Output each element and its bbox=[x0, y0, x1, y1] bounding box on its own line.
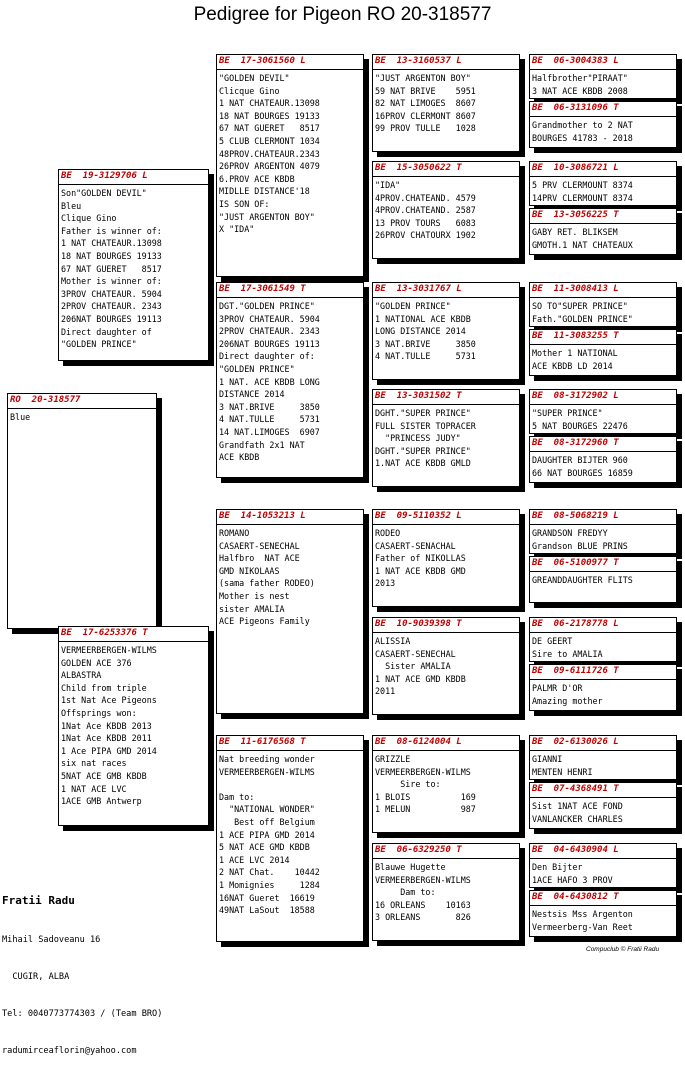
sdss-card bbox=[529, 282, 677, 327]
ring-number: BE 04-6430812 T bbox=[532, 892, 619, 902]
ring-number: BE 09-5110352 L bbox=[375, 511, 462, 521]
info-line: 1 NATIONAL ACE KBDB bbox=[375, 313, 471, 324]
ring-number: BE 02-6130026 L bbox=[532, 737, 619, 747]
ssdd-card bbox=[529, 208, 677, 255]
info-line: GREANDDAUGHTER FLITS bbox=[532, 575, 633, 585]
info-line: Father is winner of: bbox=[61, 225, 162, 236]
info-line: 3 NAT.BRIVE 3850 bbox=[219, 401, 320, 412]
card-body bbox=[59, 642, 208, 808]
ddsd-card bbox=[529, 782, 677, 829]
info-line: 13 PROV TOURS 6083 bbox=[375, 217, 476, 228]
sdds-card bbox=[529, 389, 677, 434]
card-body bbox=[530, 298, 676, 325]
info-line: 16NAT Gueret 16619 bbox=[219, 892, 315, 903]
info-line: "GOLDEN PRINCE" bbox=[61, 339, 137, 350]
info-line: 48PROV.CHATEAUR.2343 bbox=[219, 148, 320, 159]
info-line: 2011 bbox=[375, 686, 396, 697]
sddd-card bbox=[529, 436, 677, 483]
info-line: Direct daughter of bbox=[61, 326, 152, 337]
info-line: 4 NAT.TULLE 5731 bbox=[375, 351, 476, 362]
card-body bbox=[530, 70, 676, 97]
info-line: Clique Gino bbox=[61, 213, 117, 224]
info-line: Sire to: bbox=[375, 779, 441, 790]
ssss-card bbox=[529, 54, 677, 99]
ddss-card bbox=[529, 735, 677, 780]
card-body bbox=[530, 525, 676, 552]
info-line: "GOLDEN PRINCE" bbox=[375, 301, 451, 311]
info-line: 26PROV ARGENTON 4079 bbox=[219, 161, 320, 172]
info-line: GRANDSON FREDYY bbox=[532, 528, 608, 538]
info-line: IS SON OF: bbox=[219, 198, 270, 209]
info-line: ACE Pigeons Family bbox=[219, 616, 310, 627]
sds-card bbox=[372, 282, 520, 380]
info-line: 2PROV CHATEAUR. 2343 bbox=[61, 301, 162, 312]
info-line: 206NAT BOURGES 19113 bbox=[61, 313, 162, 324]
info-line: Dam to: bbox=[375, 887, 436, 898]
info-line: 1 Momignies 1284 bbox=[219, 879, 320, 890]
ring-number: BE 13-3031767 L bbox=[375, 284, 462, 294]
ring-number: BE 10-9039398 T bbox=[375, 619, 462, 629]
card-body bbox=[530, 751, 676, 778]
subject-card bbox=[7, 393, 157, 629]
info-line: Blue bbox=[10, 412, 31, 422]
ring-number: BE 17-3061560 L bbox=[219, 56, 306, 66]
dddd-card bbox=[529, 890, 677, 937]
info-line: 6.PROV ACE KBDB bbox=[219, 173, 295, 184]
info-line: 4 NAT.TULLE 5731 bbox=[219, 414, 320, 425]
dds-card bbox=[372, 735, 520, 833]
card-body bbox=[373, 859, 519, 924]
info-line: 5 CLUB CLERMONT 1034 bbox=[219, 135, 320, 146]
info-line: Child from triple bbox=[61, 682, 147, 693]
info-line: Son"GOLDEN DEVIL" bbox=[61, 188, 147, 198]
info-line: 1 BLOIS 169 bbox=[375, 791, 476, 802]
info-line: Grandfath 2x1 NAT bbox=[219, 439, 305, 450]
info-line: LONG DISTANCE 2014 bbox=[375, 326, 466, 337]
info-line bbox=[219, 778, 363, 791]
info-line: 16PROV CLERMONT 8607 bbox=[375, 110, 476, 121]
card-body bbox=[530, 224, 676, 251]
card-body bbox=[530, 452, 676, 479]
ring-number: BE 11-3083255 T bbox=[532, 331, 619, 341]
ring-number: BE 13-3160537 L bbox=[375, 56, 462, 66]
info-line: VERMEERBERGEN-WILMS bbox=[375, 874, 471, 885]
info-line: 1ACE GMB Antwerp bbox=[61, 796, 142, 807]
info-line: 206NAT BOURGES 19113 bbox=[219, 338, 320, 349]
sss-card bbox=[372, 54, 520, 152]
info-line: Direct daughter of: bbox=[219, 351, 315, 362]
card-body bbox=[217, 298, 363, 464]
info-line: 1 NAT CHATEAUR.13098 bbox=[219, 98, 320, 109]
info-line: Sister AMALIA bbox=[375, 661, 451, 672]
info-line: 82 NAT LIMOGES 8607 bbox=[375, 98, 476, 109]
ring-number: BE 19-3129706 L bbox=[61, 171, 148, 181]
card-body bbox=[373, 70, 519, 135]
ring-number: BE 06-3004383 L bbox=[532, 56, 619, 66]
ring-number: BE 15-3050622 T bbox=[375, 163, 462, 173]
sssd-card bbox=[529, 101, 677, 148]
dsdd-card bbox=[529, 664, 677, 711]
info-line: Clicque Gino bbox=[219, 85, 280, 96]
card-body bbox=[530, 633, 676, 660]
ring-number: BE 11-3008413 L bbox=[532, 284, 619, 294]
info-line: X "IDA" bbox=[219, 224, 255, 235]
info-line: six nat races bbox=[61, 758, 127, 769]
info-line: 5 NAT ACE GMD KBDB bbox=[219, 842, 310, 853]
info-line: VERMEERBERGEN-WILMS bbox=[219, 766, 315, 777]
card-body bbox=[530, 405, 676, 432]
ring-number: BE 08-3172902 L bbox=[532, 391, 619, 401]
info-line: 5 NAT BOURGES 22476 bbox=[532, 420, 628, 431]
info-line: GABY RET. BLIKSEM bbox=[532, 227, 618, 237]
info-line: 4PROV.CHATEAND. 4579 bbox=[375, 192, 476, 203]
owner-email: radumirceaflorin@yahoo.com bbox=[2, 1046, 137, 1057]
info-line: DGT."GOLDEN PRINCE" bbox=[219, 301, 315, 311]
info-line: 18 NAT BOURGES 19133 bbox=[219, 110, 320, 121]
info-line: 99 PROV TULLE 1028 bbox=[375, 123, 476, 134]
ring-number: BE 14-1053213 L bbox=[219, 511, 306, 521]
info-line: BOURGES 41783 - 2018 bbox=[532, 132, 633, 143]
ring-number: BE 11-6176568 T bbox=[219, 737, 306, 747]
info-line: 14PRV CLERMOUNT 8374 bbox=[532, 192, 633, 203]
owner-phone: Tel: 0040773774303 / (Team BRO) bbox=[2, 1009, 163, 1020]
info-line: CASAERT-SENACHAL bbox=[375, 540, 456, 551]
info-line: Fath."GOLDEN PRINCE" bbox=[532, 313, 633, 324]
owner-name: Fratii Radu bbox=[2, 893, 75, 907]
ring-number: BE 09-6111726 T bbox=[532, 666, 619, 676]
software-credit: Compuclub © Fratii Radu bbox=[586, 946, 660, 953]
card-body bbox=[373, 525, 519, 590]
info-line: sister AMALIA bbox=[219, 603, 285, 614]
info-line: Amazing mother bbox=[532, 695, 603, 706]
info-line: FULL SISTER TOPRACER bbox=[375, 420, 476, 431]
ddd-card bbox=[372, 843, 520, 941]
info-line: Dam to: bbox=[219, 791, 255, 802]
card-body bbox=[530, 798, 676, 825]
info-line: 3 ORLEANS 826 bbox=[375, 912, 471, 923]
card-body bbox=[217, 751, 363, 917]
info-line: Father of NIKOLLAS bbox=[375, 553, 466, 564]
info-line: 5 PRV CLERMOUNT 8374 bbox=[532, 180, 633, 190]
card-body bbox=[8, 409, 156, 424]
info-line: RODEO bbox=[375, 528, 401, 538]
info-line: 1Nat Ace KBDB 2011 bbox=[61, 733, 152, 744]
ring-number: BE 08-6124004 L bbox=[375, 737, 462, 747]
info-line: Halfbro NAT ACE bbox=[219, 553, 300, 564]
info-line: GOLDEN ACE 376 bbox=[61, 657, 132, 668]
info-line: 18 NAT BOURGES 19133 bbox=[61, 250, 162, 261]
info-line: 1 NAT ACE GMD KBDB bbox=[375, 673, 466, 684]
card-body bbox=[373, 405, 519, 470]
card-body bbox=[373, 298, 519, 363]
card-body bbox=[530, 572, 676, 587]
info-line: DGHT."SUPER PRINCE" bbox=[375, 445, 471, 456]
info-line: 3PROV CHATEAUR. 5904 bbox=[219, 313, 320, 324]
info-line: 26PROV CHATOURX 1902 bbox=[375, 230, 476, 241]
info-line: Grandson BLUE PRINS bbox=[532, 540, 628, 551]
info-line: 67 NAT GUERET 8517 bbox=[219, 123, 320, 134]
info-line: Offsprings won: bbox=[61, 707, 137, 718]
info-line: Mother is winner of: bbox=[61, 276, 162, 287]
ring-number: BE 07-4368491 T bbox=[532, 784, 619, 794]
sdd-card bbox=[372, 389, 520, 487]
info-line: Halfbrother"PIRAAT" bbox=[532, 73, 628, 83]
info-line: Grandmother to 2 NAT bbox=[532, 120, 633, 130]
info-line: 1 Ace PIPA GMD 2014 bbox=[61, 745, 157, 756]
info-line: Bleu bbox=[61, 200, 82, 211]
sdsd-card bbox=[529, 329, 677, 376]
info-line: 1 MELUN 987 bbox=[375, 804, 476, 815]
info-line: 3PROV CHATEAUR. 5904 bbox=[61, 288, 162, 299]
card-body bbox=[530, 177, 676, 204]
info-line: 1st Nat Ace Pigeons bbox=[61, 695, 157, 706]
info-line: 16 ORLEANS 10163 bbox=[375, 899, 471, 910]
info-line: PALMR D'OR bbox=[532, 683, 583, 693]
ring-number: BE 08-5068219 L bbox=[532, 511, 619, 521]
info-line: "NATIONAL WONDER" bbox=[219, 804, 315, 815]
dsss-card bbox=[529, 509, 677, 554]
info-line: GRIZZLE bbox=[375, 754, 411, 764]
info-line: DISTANCE 2014 bbox=[219, 389, 285, 400]
info-line: "GOLDEN PRINCE" bbox=[219, 363, 295, 374]
info-line: 66 NAT BOURGES 16859 bbox=[532, 467, 633, 478]
info-line: 3 NAT ACE KBDB 2008 bbox=[532, 85, 628, 96]
ring-number: RO 20-318577 bbox=[10, 395, 81, 405]
info-line: 1Nat Ace KBDB 2013 bbox=[61, 720, 152, 731]
card-body bbox=[530, 680, 676, 707]
info-line: GMD NIKOLAAS bbox=[219, 565, 280, 576]
info-line: ALISSIA bbox=[375, 636, 411, 646]
owner-address-line: CUGIR, ALBA bbox=[2, 971, 70, 982]
info-line: Vermeerberg-Van Reet bbox=[532, 921, 633, 932]
dss-card bbox=[372, 509, 520, 607]
ssd-card bbox=[372, 161, 520, 259]
card-body bbox=[530, 117, 676, 144]
info-line: Nestsis Mss Argenton bbox=[532, 909, 633, 919]
ring-number: BE 17-3061549 T bbox=[219, 284, 306, 294]
info-line: 59 NAT BRIVE 5951 bbox=[375, 85, 476, 96]
info-line: Sire to AMALIA bbox=[532, 648, 603, 659]
page-title: Pedigree for Pigeon RO 20-318577 bbox=[193, 4, 492, 25]
info-line: DE GEERT bbox=[532, 636, 573, 646]
info-line: "IDA" bbox=[375, 180, 401, 190]
info-line: CASAERT-SENECHAL bbox=[219, 540, 300, 551]
info-line: VANLANCKER CHARLES bbox=[532, 813, 623, 824]
sire-sire-card bbox=[216, 54, 364, 277]
dam-card bbox=[58, 626, 209, 826]
info-line: 1 NAT ACE KBDB GMD bbox=[375, 565, 466, 576]
info-line: "SUPER PRINCE" bbox=[532, 408, 603, 418]
ring-number: BE 06-3131096 T bbox=[532, 103, 619, 113]
sire-dam-card bbox=[216, 282, 364, 478]
info-line: 1ACE HAFO 3 PROV bbox=[532, 874, 613, 885]
info-line: Mother is nest bbox=[219, 590, 290, 601]
info-line: VERMEERBERGEN-WILMS bbox=[61, 645, 157, 655]
owner-address-line: Mihail Sadoveanu 16 bbox=[2, 934, 101, 945]
card-body bbox=[530, 345, 676, 372]
info-line: 2013 bbox=[375, 578, 396, 589]
info-line: Nat breeding wonder bbox=[219, 754, 315, 764]
ring-number: BE 06-6329250 T bbox=[375, 845, 462, 855]
sire-card bbox=[58, 169, 209, 361]
info-line: 3 NAT.BRIVE 3850 bbox=[375, 338, 476, 349]
owner-info bbox=[2, 868, 162, 1070]
info-line: 1 NAT. ACE KBDB LONG bbox=[219, 376, 320, 387]
info-line: Mother 1 NATIONAL bbox=[532, 348, 618, 358]
info-line: "GOLDEN DEVIL" bbox=[219, 73, 290, 83]
info-line: 1 NAT CHATEAUR.13098 bbox=[61, 238, 162, 249]
info-line: MIDLLE DISTANCE'18 bbox=[219, 186, 310, 197]
info-line: ACE KBDB bbox=[219, 452, 260, 463]
info-line: Blauwe Hugette bbox=[375, 862, 446, 872]
info-line: Den Bijter bbox=[532, 862, 583, 872]
info-line: ALBASTRA bbox=[61, 670, 102, 681]
info-line: VERMEERBERGEN-WILMS bbox=[375, 766, 471, 777]
info-line: "JUST ARGENTON BOY" bbox=[219, 211, 315, 222]
info-line: 1 NAT ACE LVC bbox=[61, 783, 127, 794]
card-body bbox=[217, 70, 363, 236]
info-line: Sist 1NAT ACE FOND bbox=[532, 801, 623, 811]
info-line: DGHT."SUPER PRINCE" bbox=[375, 408, 471, 418]
info-line: 4PROV.CHATEAND. 2587 bbox=[375, 205, 476, 216]
card-body bbox=[373, 751, 519, 816]
info-line: 1.NAT ACE KBDB GMLD bbox=[375, 458, 471, 469]
info-line: MENTEN HENRI bbox=[532, 766, 593, 777]
ring-number: BE 04-6430904 L bbox=[532, 845, 619, 855]
card-body bbox=[530, 859, 676, 886]
info-line: ACE KBDB LD 2014 bbox=[532, 360, 613, 371]
dsds-card bbox=[529, 617, 677, 662]
info-line: 14 NAT.LIMOGES 6907 bbox=[219, 426, 320, 437]
info-line: Best off Belgium bbox=[219, 816, 315, 827]
card-body bbox=[373, 633, 519, 698]
info-line: 2 NAT Chat. 10442 bbox=[219, 867, 320, 878]
info-line: 2PROV CHATEAUR. 2343 bbox=[219, 326, 320, 337]
dsd-card bbox=[372, 617, 520, 715]
card-body bbox=[217, 525, 363, 628]
info-line: CASAERT-SENECHAL bbox=[375, 648, 456, 659]
info-line: SO TO"SUPER PRINCE" bbox=[532, 301, 628, 311]
info-line: 5NAT ACE GMB KBDB bbox=[61, 770, 147, 781]
ring-number: BE 13-3056225 T bbox=[532, 210, 619, 220]
dam-dam-card bbox=[216, 735, 364, 942]
info-line: 49NAT LaSout 18588 bbox=[219, 905, 315, 916]
info-line: ROMANO bbox=[219, 528, 250, 538]
dam-sire-card bbox=[216, 509, 364, 714]
info-line: 1 ACE LVC 2014 bbox=[219, 854, 290, 865]
ring-number: BE 13-3031502 T bbox=[375, 391, 462, 401]
info-line: "PRINCESS JUDY" bbox=[375, 433, 461, 444]
info-line: DAUGHTER BIJTER 960 bbox=[532, 455, 628, 465]
info-line: (sama father RODEO) bbox=[219, 578, 315, 589]
ring-number: BE 10-3086721 L bbox=[532, 163, 619, 173]
card-body bbox=[373, 177, 519, 242]
ring-number: BE 06-2178778 L bbox=[532, 619, 619, 629]
ddds-card bbox=[529, 843, 677, 888]
info-line: GMOTH.1 NAT CHATEAUX bbox=[532, 239, 633, 250]
ssds-card bbox=[529, 161, 677, 206]
card-body bbox=[59, 185, 208, 351]
info-line: GIANNI bbox=[532, 754, 563, 764]
ring-number: BE 17-6253376 T bbox=[61, 628, 148, 638]
info-line: 67 NAT GUERET 8517 bbox=[61, 263, 162, 274]
info-line: "JUST ARGENTON BOY" bbox=[375, 73, 471, 83]
card-body bbox=[530, 906, 676, 933]
ring-number: BE 06-5100977 T bbox=[532, 558, 619, 568]
ring-number: BE 08-3172960 T bbox=[532, 438, 619, 448]
dssd-card bbox=[529, 556, 677, 603]
info-line: 1 ACE PIPA GMD 2014 bbox=[219, 829, 315, 840]
